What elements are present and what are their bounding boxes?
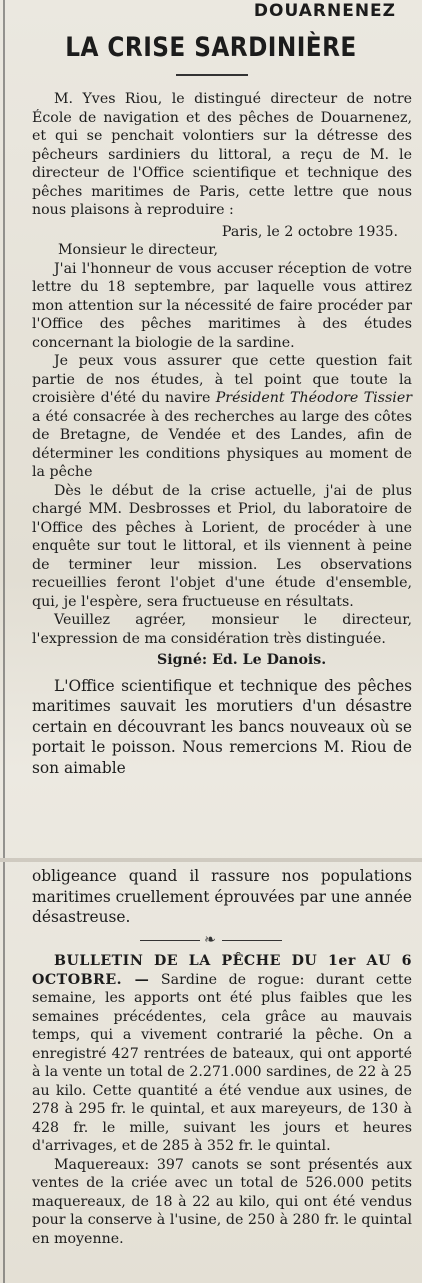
- section-ornament: ❧: [0, 932, 422, 948]
- bulletin-paragraph-1: [32, 952, 412, 1156]
- letter-paragraph-4: Veuillez agréer, monsieur le directeur, l'expression de ma considération très distinguée.: [32, 612, 412, 647]
- bulletin-heading: BULLETIN DE LA PÊCHE DU 1er AU 6 OCTOBRE. —: [32, 953, 412, 988]
- article-title: LA CRISE SARDINIÈRE: [65, 32, 357, 63]
- letter-paragraph-2-end: a été consacrée à des recherches au large des côtes de Bretagne, de Vendée et des Landes, afin de déterminer les conditions physiques au moment de la pêche: [32, 408, 412, 480]
- column-rule: [3, 0, 5, 1283]
- letter-paragraph-2: [32, 352, 412, 482]
- article-body: [32, 90, 412, 778]
- intro-paragraph: M. Yves Riou, le distingué directeur de notre École de navigation et des pêches de Douarnenez, et qui se penchait volontiers sur la détresse des pêcheurs sardiniers du littoral, a reçu de M. le directeur de l'Office scientifique et technique des pêches maritimes de Paris, cette lettre que nous nous plaisons à reproduire :: [32, 91, 412, 218]
- ornament-line-left: [140, 940, 200, 941]
- closing-paragraph: L'Office scientifique et technique des pêches maritimes sauvait les morutiers d'un désastre certain en découvrant les bancs nouveaux où se portait le poisson. Nous remercions M. Riou de son aimable: [32, 676, 412, 777]
- bulletin-paragraph-2: Maquereaux: 397 canots se sont présentés aux ventes de la criée avec un total de 526.000 petits maquereaux, de 18 à 22 au kilo, qui ont été vendus pour la conserve à l'usine, de 250 à 280 fr. le quintal en moyenne.: [32, 1156, 412, 1247]
- letter-signature: Signé: Ed. Le Danois.: [157, 652, 327, 668]
- ornament-line-right: [222, 940, 282, 941]
- letter-date: Paris, le 2 octobre 1935.: [221, 223, 398, 240]
- letter-salutation: Monsieur le directeur,: [58, 242, 219, 258]
- ship-name: Président Théodore Tissier: [215, 390, 412, 406]
- clipping-seam: [0, 858, 422, 862]
- letter-paragraph-3: Dès le début de la crise actuelle, j'ai de plus chargé MM. Desbrosses et Priol, du laboratoire de l'Office des pêches à Lorient, de procéder à une enquête sur tout le littoral, et ils viennent à peine de terminer leur mission. Les observations recueillies feront l'objet d'une étude d'ensemble, qui, je l'espère, sera fructueuse en résultats.: [32, 482, 412, 610]
- dateline-city: DOUARNENEZ: [253, 1, 396, 21]
- letter-paragraph-2-start: Je peux vous assurer que cette question fait partie de nos études, à tel point que toute la croisière d'été du navire: [32, 353, 412, 406]
- bulletin-sardine: Sardine de rogue: durant cette semaine, les apports ont été plus faibles que les semaines précédentes, cela grâce au mauvais temps, qui a vivement contrarié la pêche. On a enregistré 427 rentrées de bateaux, qui ont apporté à la vente un total de 2.271.000 sardines, de 22 à 25 au kilo. Cette quantité a été vendue aux usines, de 278 à 295 fr. le quintal, et aux mareyeurs, de 130 à 428 fr. le mille, suivant les jours et heures d'arrivages, et de 285 à 352 fr. le quintal.: [32, 971, 412, 1154]
- letter-paragraph-1: J'ai l'honneur de vous accuser réception de votre lettre du 18 septembre, par laquelle vous attirez mon attention sur la nécessité de faire procéder par l'Office des pêches maritimes à des études concernant la biologie de la sardine.: [32, 260, 412, 351]
- bulletin-body: [32, 952, 412, 1248]
- title-divider: [176, 74, 248, 76]
- closing-paragraph-end: obligeance quand il rassure nos populations maritimes cruellement éprouvées par une année désastreuse.: [32, 867, 412, 926]
- closing-continuation: [32, 866, 412, 928]
